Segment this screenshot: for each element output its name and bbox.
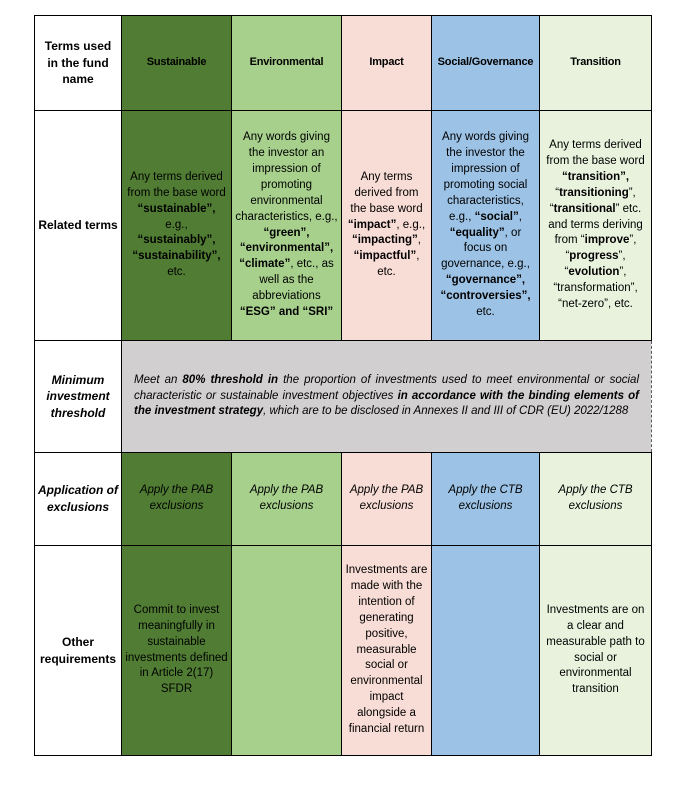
- row-label-minimum-investment-threshold: Minimum investment threshold: [35, 341, 122, 453]
- col-header-transition: Transition: [540, 16, 652, 111]
- related-terms-transition: Any terms derived from the base word “transition”, “transitioning”, “transitional” etc. and terms deriving from “improve”, “progress”, “evolution”, “transformation”, “net-zero”, etc.: [540, 111, 652, 341]
- col-header-environmental: Environmental: [232, 16, 342, 111]
- other-requirements-social-governance: [432, 546, 540, 756]
- row-label-terms-used: Terms used in the fund name: [35, 16, 122, 111]
- other-requirements-row: [35, 546, 652, 756]
- exclusions-sustainable: Apply the PAB exclusions: [122, 453, 232, 546]
- other-requirements-sustainable: Commit to invest meaningfully in sustainable investments defined in Article 2(17) SFDR: [122, 546, 232, 756]
- other-requirements-impact: Investments are made with the intention of generating positive, measurable social or environmental impact alongside a financial return: [342, 546, 432, 756]
- related-terms-impact: Any terms derived from the base word “impact”, e.g., “impacting”, “impactful”, etc.: [342, 111, 432, 341]
- other-requirements-transition: Investments are on a clear and measurable path to social or environmental transition: [540, 546, 652, 756]
- exclusions-transition: Apply the CTB exclusions: [540, 453, 652, 546]
- row-label-related-terms: Related terms: [35, 111, 122, 341]
- exclusions-social-governance: Apply the CTB exclusions: [432, 453, 540, 546]
- related-terms-environmental: Any words giving the investor an impression of promoting environmental characteristics, e.g., “green”, “environmental”, “climate”, etc., as well as the abbreviations “ESG” and “SRI”: [232, 111, 342, 341]
- row-label-other-requirements: Other requirements: [35, 546, 122, 756]
- other-requirements-environmental: [232, 546, 342, 756]
- minimum-investment-threshold-text: Meet an 80% threshold in the proportion of investments used to meet environmental or social characteristic or sustainable investment objectives in accordance with the binding elements of the investment strategy, which are to be disclosed in Annexes II and III of CDR (EU) 2022/1288: [122, 341, 652, 453]
- header-row: [35, 16, 652, 111]
- exclusions-impact: Apply the PAB exclusions: [342, 453, 432, 546]
- col-header-social-governance: Social/Governance: [432, 16, 540, 111]
- row-label-application-of-exclusions: Application of exclusions: [35, 453, 122, 546]
- application-of-exclusions-row: [35, 453, 652, 546]
- related-terms-social-governance: Any words giving the investor the impression of promoting social characteristics, e.g., “social”, “equality”, or focus on governance, e.g., “governance”, “controversies”, etc.: [432, 111, 540, 341]
- related-terms-sustainable: Any terms derived from the base word “sustainable”, e.g., “sustainably”, “sustainability”, etc.: [122, 111, 232, 341]
- exclusions-environmental: Apply the PAB exclusions: [232, 453, 342, 546]
- minimum-investment-threshold-row: [35, 341, 652, 453]
- col-header-sustainable: Sustainable: [122, 16, 232, 111]
- related-terms-row: [35, 111, 652, 341]
- fund-terms-table: [34, 15, 652, 756]
- col-header-impact: Impact: [342, 16, 432, 111]
